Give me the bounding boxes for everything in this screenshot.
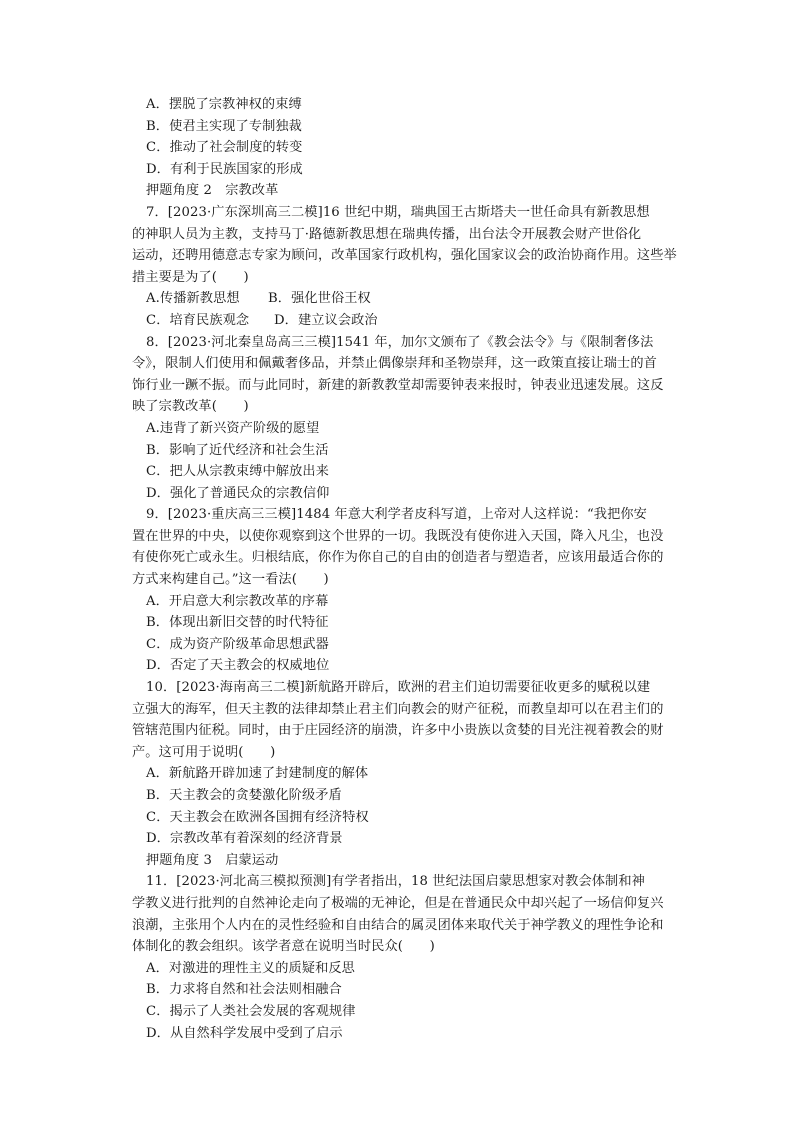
question-11-line-1: 11．[2023·河北高三模拟预测]有学者指出，18 世纪法国启蒙思想家对教会体制和神 (146, 874, 645, 890)
question-10-line-2: 立强大的海军，但天主教的法律却禁止君主们向教会的财产征税，而教皇却可以在君主们的 (132, 701, 664, 717)
q8-option-d: D．强化了普通民众的宗教信仰 (146, 485, 330, 501)
section-heading-enlightenment: 押题角度 3 启蒙运动 (146, 852, 279, 868)
q10-option-c: C．天主教会在欧洲各国拥有经济特权 (146, 809, 369, 825)
q11-option-c: C．揭示了人类社会发展的客观规律 (146, 1003, 356, 1019)
question-9-line-4: 方式来构建自己。”这一看法( ) (132, 572, 329, 588)
question-8-line-3: 饰行业一蹶不振。而与此同时，新建的新教教堂却需要钟表来报时，钟表业迅速发展。这反 (132, 377, 664, 393)
q11-option-d: D．从自然科学发展中受到了启示 (146, 1025, 343, 1041)
question-7-options-row-1 (146, 288, 676, 310)
question-10-line-4: 产。这可用于说明( ) (132, 744, 276, 760)
q10-option-a: A．新航路开辟加速了封建制度的解体 (146, 766, 369, 782)
q6-option-c: C．推动了社会制度的转变 (146, 140, 303, 156)
question-8-line-2: 令》，限制人们使用和佩戴奢侈品，并禁止偶像崇拜和圣物崇拜，这一政策直接让瑞士的首 (132, 356, 657, 372)
question-7-line-4: 措主要是为了( ) (132, 269, 249, 285)
question-11-line-2: 学教义进行批判的自然神论走向了极端的无神论，但是在普通民众中却兴起了一场信仰复兴 (132, 895, 664, 911)
q10-option-d: D．宗教改革有着深刻的经济背景 (146, 831, 343, 847)
q7-option-a: A.传播新教思想 (146, 291, 240, 307)
q7-option-b: B．强化世俗王权 (268, 291, 371, 307)
question-8-line-4: 映了宗教改革( ) (132, 399, 249, 415)
q9-option-b: B．体现出新旧交替的时代特征 (146, 615, 329, 631)
q9-option-a: A．开启意大利宗教改革的序幕 (146, 593, 329, 609)
question-7-line-1: 7．[2023·广东深圳高三二模]16 世纪中期，瑞典国王古斯塔夫一世任命具有新教思想 (146, 204, 650, 220)
question-9-line-1: 9．[2023·重庆高三三模]1484 年意大利学者皮科写道，上帝对人这样说：“我把你安 (146, 507, 647, 523)
q7-option-d: D．建立议会政治 (274, 312, 378, 328)
q8-option-c: C．把人从宗教束缚中解放出来 (146, 464, 329, 480)
question-10-line-1: 10．[2023·海南高三二模]新航路开辟后，欧洲的君主们迫切需要征收更多的赋税以建 (146, 680, 651, 696)
question-10-line-3: 管辖范围内征税。同时，由于庄园经济的崩溃，许多中小贵族以贪婪的目光注视着教会的财 (132, 723, 664, 739)
q9-option-c: C．成为资产阶级革命思想武器 (146, 636, 329, 652)
question-11-line-4: 体制化的教会组织。该学者意在说明当时民众( ) (132, 939, 435, 955)
q11-option-a: A．对激进的理性主义的质疑和反思 (146, 960, 355, 976)
document-page (132, 94, 677, 1044)
q6-option-d: D．有利于民族国家的形成 (146, 161, 303, 177)
q7-option-c: C．培育民族观念 (146, 312, 250, 328)
question-8-line-1: 8．[2023·河北秦皇岛高三三模]1541 年，加尔文颁布了《教会法令》与《限制奢侈法 (146, 334, 654, 350)
question-7-line-3: 运动，还聘用德意志专家为顾问，改革国家行政机构，强化国家议会的政治协商作用。这些举 (132, 248, 677, 264)
question-9-line-3: 有使你死亡或永生。归根结底，你作为你自己的自由的创造者与塑造者，应该用最适合你的 (132, 550, 664, 566)
question-9-line-2: 置在世界的中央，以使你观察到这个世界的一切。我既没有使你进入天国，降入凡尘，也没 (132, 528, 664, 544)
q6-option-a: A．摆脱了宗教神权的束缚 (146, 97, 302, 112)
q6-option-b: B．使君主实现了专制独裁 (146, 118, 302, 134)
section-heading-religious-reform: 押题角度 2 宗教改革 (146, 183, 279, 199)
question-11-line-3: 浪潮，主张用个人内在的灵性经验和自由结合的属灵团体来取代关于神学教义的理性争论和 (132, 917, 664, 933)
question-7-line-2: 的神职人员为主教，支持马丁·路德新教思想在瑞典传播，出台法令开展教会财产世俗化 (132, 226, 642, 242)
q8-option-b: B．影响了近代经济和社会生活 (146, 442, 329, 458)
q10-option-b: B．天主教会的贪婪激化阶级矛盾 (146, 788, 342, 803)
q9-option-d: D．否定了天主教会的权威地位 (146, 658, 330, 674)
q8-option-a: A.违背了新兴资产阶级的愿望 (146, 420, 320, 436)
question-7-options-row-2 (146, 310, 676, 332)
q11-option-b: B．力求将自然和社会法则相融合 (146, 982, 342, 998)
